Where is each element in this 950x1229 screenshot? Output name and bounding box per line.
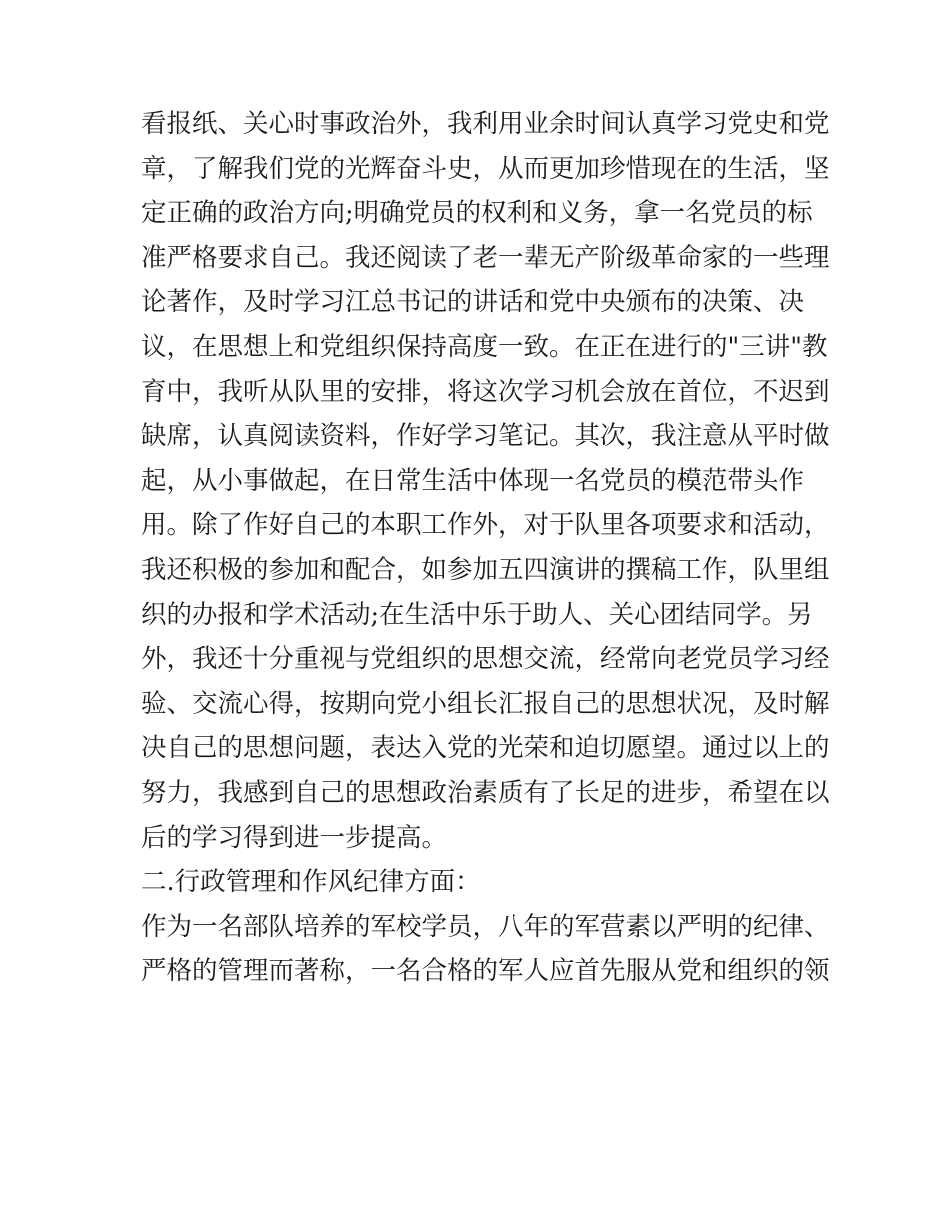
text-line: 论著作，及时学习江总书记的讲话和党中央颁布的决策、决 (141, 287, 805, 318)
text-line: 验、交流心得，按期向党小组长汇报自己的思想状况，及时解 (141, 688, 830, 719)
text-line: 议，在思想上和党组织保持高度一致。在正在进行的"三讲"教 (141, 331, 828, 362)
text-line: 织的办报和学术活动;在生活中乐于助人、关心团结同学。另 (141, 599, 813, 630)
text-line: 育中，我听从队里的安排，将这次学习机会放在首位，不迟到 (141, 376, 830, 407)
text-line: 努力，我感到自己的思想政治素质有了长足的进步，希望在以 (141, 777, 830, 808)
text-line: 后的学习得到进一步提高。 (141, 822, 448, 853)
text-line: 看报纸、关心时事政治外，我利用业余时间认真学习党史和党 (141, 109, 830, 139)
text-line: 外，我还十分重视与党组织的思想交流，经常向老党员学习经 (141, 644, 830, 675)
text-line: 用。除了作好自己的本职工作外，对于队里各项要求和活动， (141, 510, 830, 541)
text-line: 定正确的政治方向;明确党员的权利和义务，拿一名党员的标 (141, 198, 813, 229)
text-line: 我还积极的参加和配合，如参加五四演讲的撰稿工作，队里组 (141, 554, 830, 585)
text-line: 章，了解我们党的光辉奋斗史，从而更加珍惜现在的生活，坚 (141, 153, 830, 184)
text-line: 起，从小事做起，在日常生活中体现一名党员的模范带头作 (141, 465, 805, 496)
section-heading: 二.行政管理和作风纪律方面： (141, 867, 481, 898)
text-line: 决自己的思想问题，表达入党的光荣和迫切愿望。通过以上的 (141, 733, 830, 764)
text-line: 严格的管理而著称，一名合格的军人应首先服从党和组织的领 (141, 956, 830, 987)
document-body (141, 102, 830, 994)
text-line: 作为一名部队培养的军校学员，八年的军营素以严明的纪律、 (141, 911, 830, 942)
text-line: 缺席，认真阅读资料，作好学习笔记。其次，我注意从平时做 (141, 421, 830, 452)
text-line: 准严格要求自己。我还阅读了老一辈无产阶级革命家的一些理 (141, 242, 830, 273)
